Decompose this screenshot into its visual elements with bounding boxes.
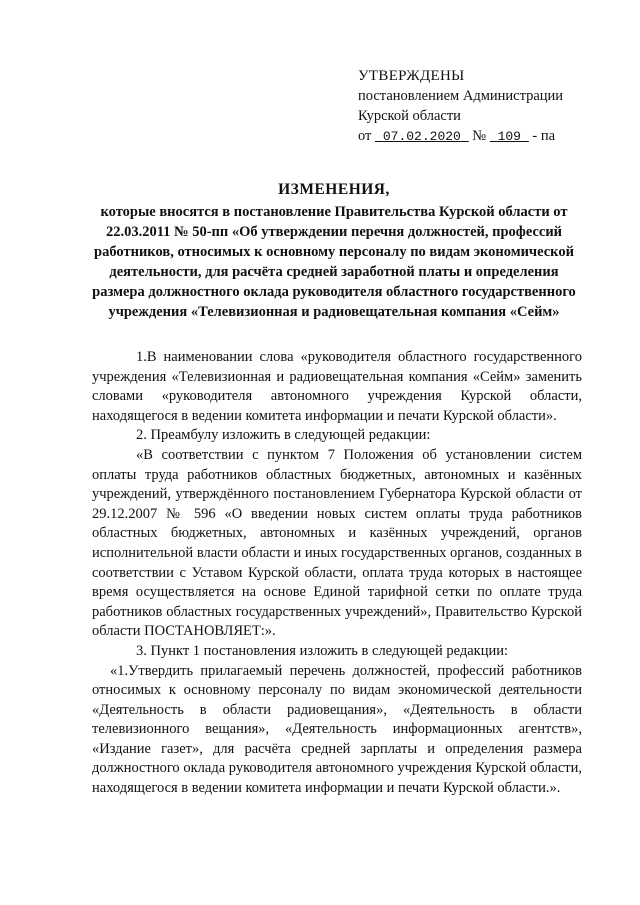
document-date: 07.02.2020: [382, 129, 461, 144]
paragraph-2: 2. Преамбулу изложить в следующей редакции:: [136, 427, 431, 444]
heading-subtitle: которые вносятся в постановление Правительства Курской области от 22.03.2011 № 50-пп «Об утверждении перечня должностей, профессий работников, относимых к основному персоналу по видам экономической деятельности, для расчёта средней заработной платы и определения размера должностного оклада руководителя областного государственного учреждения «Телевизионная и радиовещательная компания «Сейм»: [92, 204, 576, 320]
paragraph-5: «1.Утвердить прилагаемый перечень должностей, профессий работников относимых к основному персоналу по видам экономической деятельности «Деятельность в области радиовещания», «Деятельность в области телевизионного вещания», «Деятельность информационных агентств», «Издание газет», для расчёта средней зарплаты и определения размера должностного оклада руководителя автономного учреждения Курской области, находящегося в ведении комитета информации и печати Курской области.».: [92, 662, 582, 797]
paragraph-1: 1.В наименовании слова «руководителя областного государственного учреждения «Телевизионная и радиовещательная компания «Сейм» заменить словами «руководителя автономного учреждения Курской области, находящегося в ведении комитета информации и печати Курской области».: [92, 349, 582, 424]
approval-line-2: Курской области: [358, 108, 461, 124]
number-suffix: - па: [532, 128, 556, 144]
document-body: [92, 348, 582, 799]
paragraph-4: 3. Пункт 1 постановления изложить в следующей редакции:: [136, 642, 509, 659]
number-prefix: №: [472, 128, 487, 144]
heading-title: ИЗМЕНЕНИЯ,: [278, 181, 390, 198]
paragraph-3: «В соответствии с пунктом 7 Положения об установлении систем оплаты труда работников областных бюджетных, автономных и казённых учреждений, утверждённого постановлением Губернатора Курской области от 29.12.2007 № 596 «О введении новых систем оплаты труда работников областных бюджетных, автономных и казённых учреждений, органов исполнительной власти области и иных государственных органов, созданных в соответствии с Уставом Курской области, оплата труда которых в настоящее время осуществляется на основе Единой тарифной сетки по оплате труда работников областных государственных учреждений», Правительство Курской области ПОСТАНОВЛЯЕТ:».: [92, 446, 582, 640]
document-number: 109: [497, 129, 521, 144]
approval-line-1: постановлением Администрации: [358, 88, 564, 104]
approval-title: УТВЕРЖДЕНЫ: [358, 68, 465, 84]
approval-stamp: [358, 66, 563, 147]
document-heading: [84, 180, 584, 322]
date-prefix: от: [358, 128, 372, 144]
approval-date-line: [358, 126, 563, 147]
